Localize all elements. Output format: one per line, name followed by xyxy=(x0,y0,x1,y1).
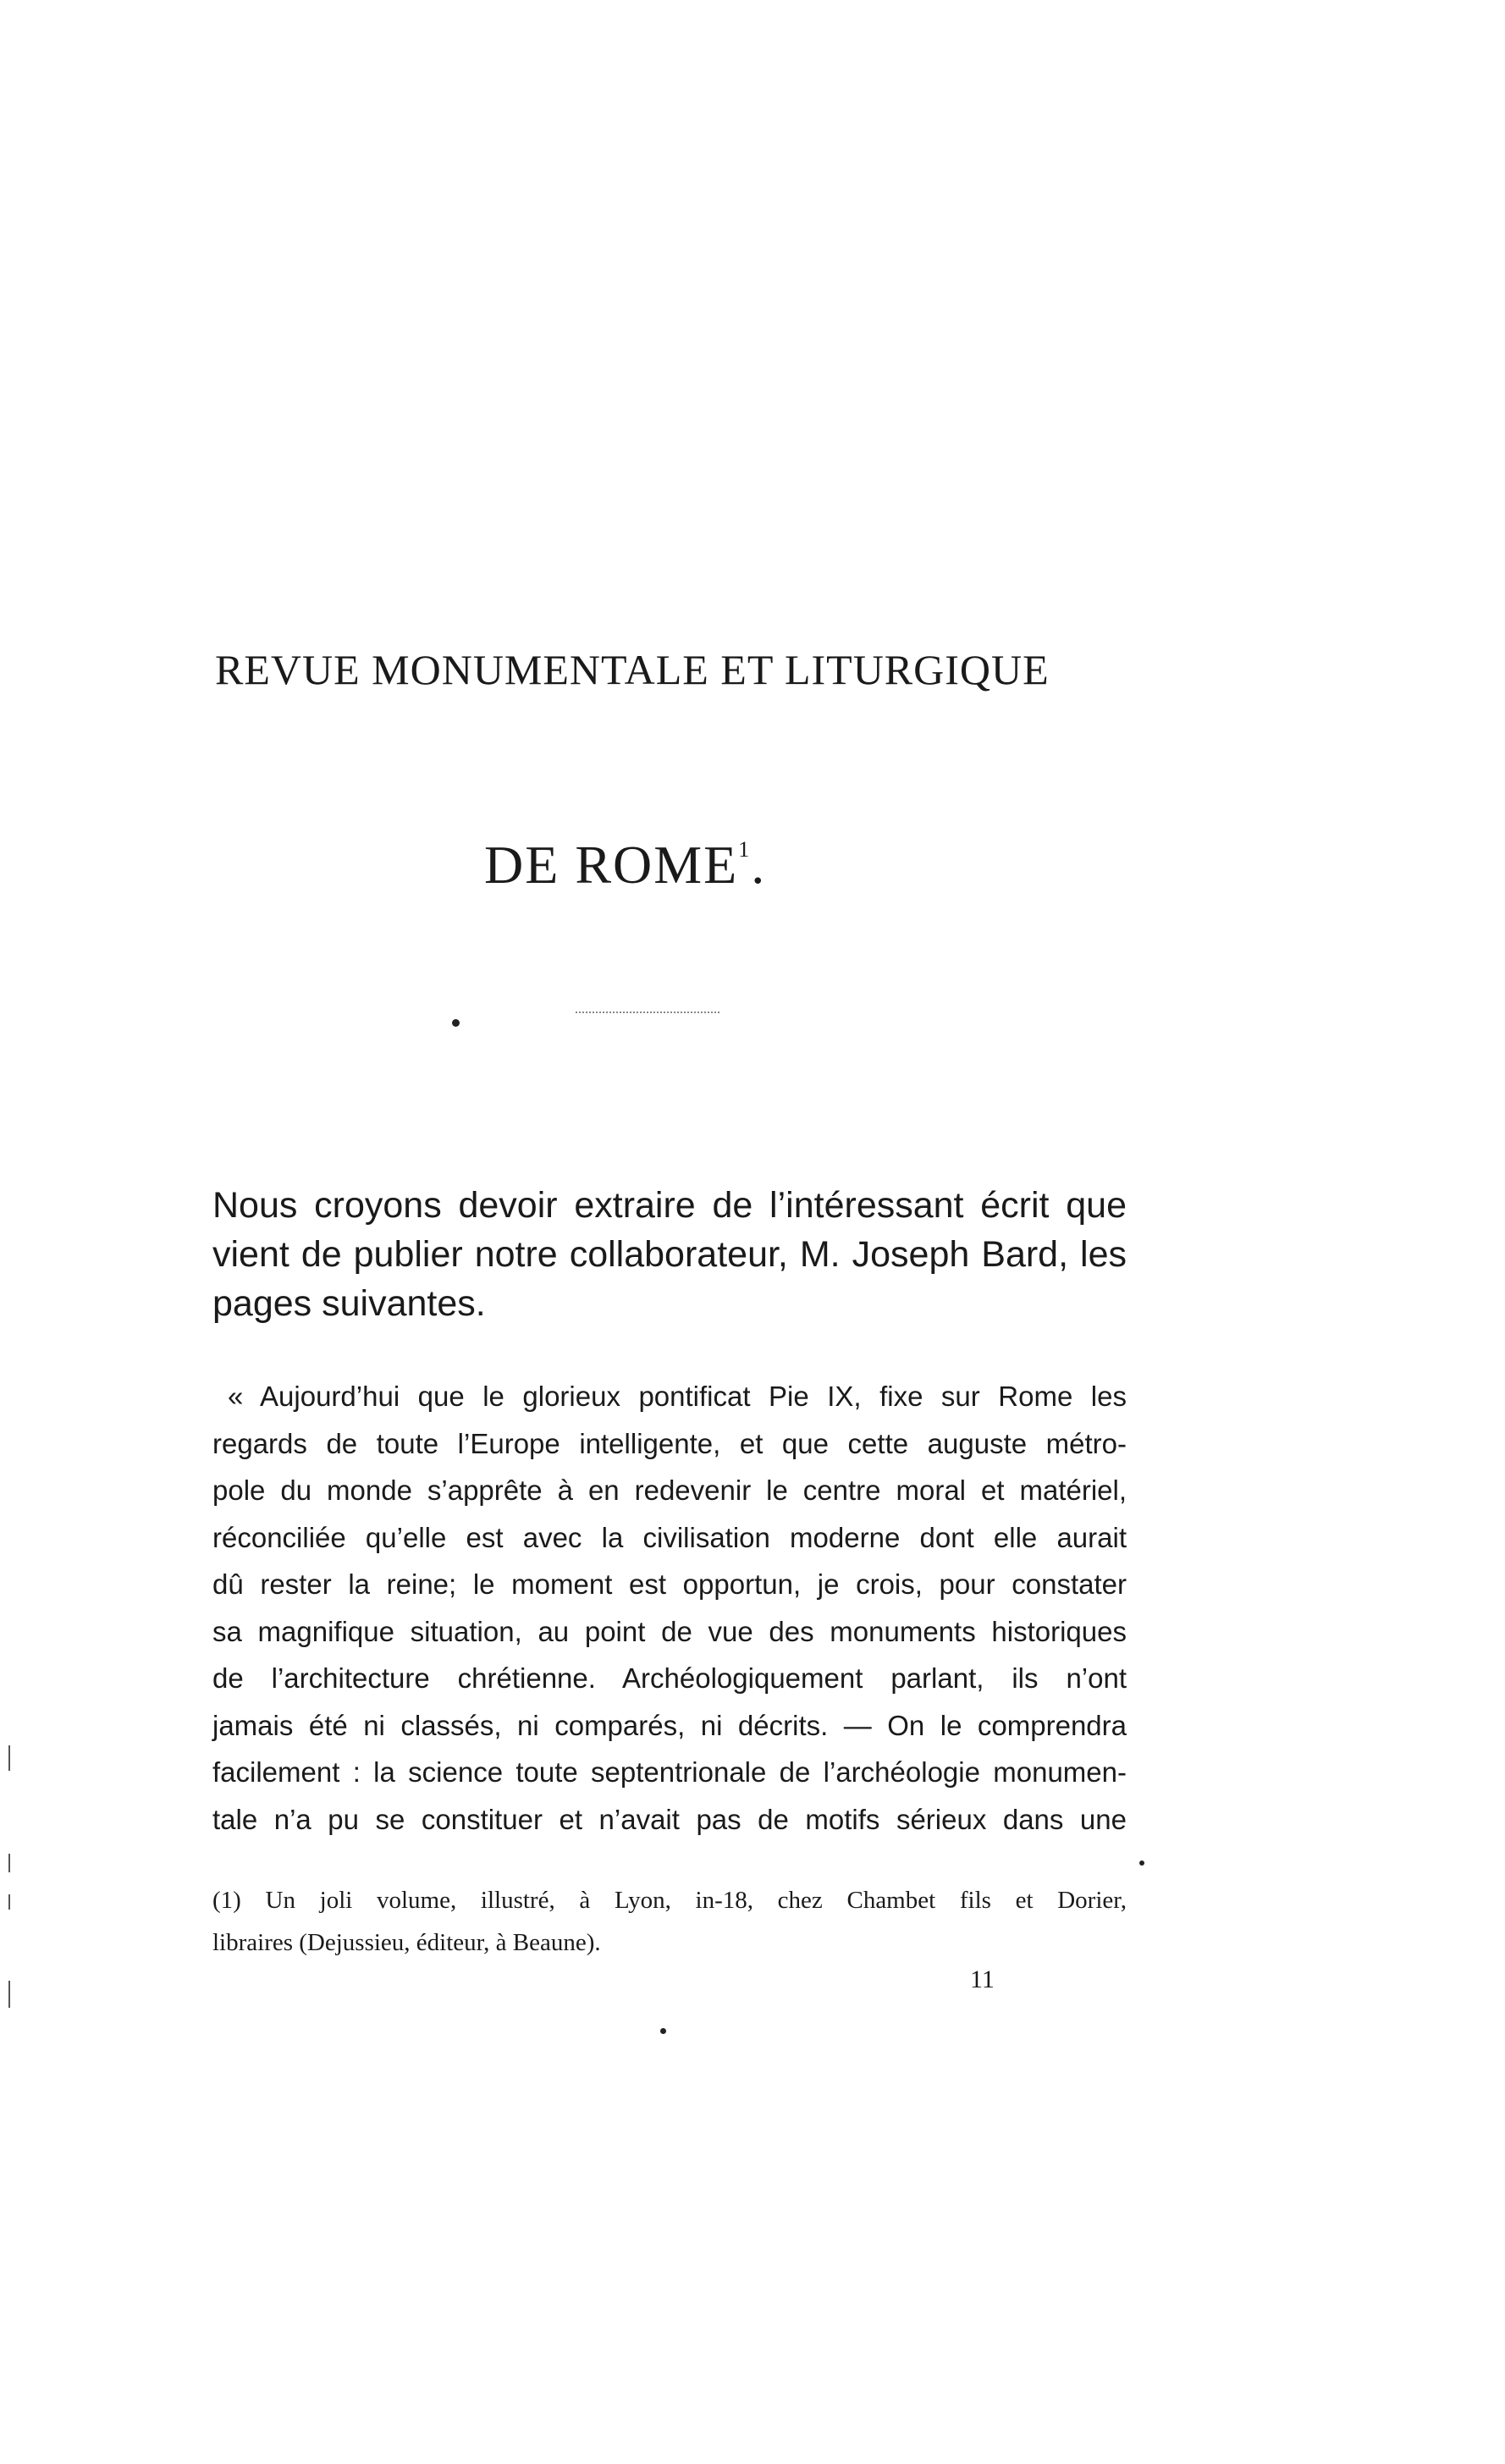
body-line: réconciliée qu’elle est avec la civilisation moderne dont elle aurait xyxy=(212,1521,1127,1553)
title-line-1: REVUE MONUMENTALE ET LITURGIQUE xyxy=(215,646,1050,693)
footnote xyxy=(212,1879,1127,1964)
body-line: de l’architecture chrétienne. Archéologiquement parlant, ils n’ont xyxy=(212,1662,1127,1694)
intro-paragraph xyxy=(212,1181,1127,1328)
body-line: facilement : la science toute septentrionale de l’archéologie monumen- xyxy=(212,1756,1127,1788)
title-line-2-text: DE ROME xyxy=(484,835,739,895)
margin-scan-mark xyxy=(8,1894,10,1910)
page-number: 11 xyxy=(970,1965,995,1993)
body-line: tale n’a pu se constituer et n’avait pas de motifs sérieux dans une xyxy=(212,1803,1127,1835)
footnote-line: (1) Un joli volume, illustré, à Lyon, in-18, chez Chambet fils et Dorier, xyxy=(212,1887,1127,1914)
body-line: jamais été ni classés, ni comparés, ni décrits. — On le comprendra xyxy=(212,1709,1127,1741)
title-footnote-mark: 1 xyxy=(738,837,752,862)
body-line: pole du monde s’apprête à en redevenir le centre moral et matériel, xyxy=(212,1475,1127,1506)
body-line: « Aujourd’hui que le glorieux pontificat Pie IX, fixe sur Rome les xyxy=(228,1381,1127,1412)
speck-mark xyxy=(1139,1860,1144,1866)
margin-scan-mark xyxy=(8,1745,10,1771)
body-line: sa magnifique situation, au point de vue des monuments historiques xyxy=(212,1615,1127,1647)
title-line-2-period: . xyxy=(751,835,767,895)
body-line: regards de toute l’Europe intelligente, et que cette auguste métro- xyxy=(212,1427,1127,1459)
intro-line: pages suivantes. xyxy=(212,1283,486,1324)
bullet-ornament-dot xyxy=(452,1019,460,1027)
body-paragraph xyxy=(212,1373,1127,1843)
footnote-line: libraires (Dejussieu, éditeur, à Beaune). xyxy=(212,1929,601,1956)
margin-scan-mark xyxy=(8,1981,10,2008)
body-line: dû rester la reine; le moment est opportun, je crois, pour constater xyxy=(212,1568,1127,1600)
margin-scan-mark xyxy=(8,1854,10,1872)
separator-rule xyxy=(576,1012,719,1015)
intro-line: vient de publier notre collaborateur, M. Joseph Bard, les xyxy=(212,1234,1127,1275)
speck-mark xyxy=(660,2028,666,2034)
intro-line: Nous croyons devoir extraire de l’intéressant écrit que xyxy=(212,1185,1127,1226)
title-line-2 xyxy=(484,834,766,896)
